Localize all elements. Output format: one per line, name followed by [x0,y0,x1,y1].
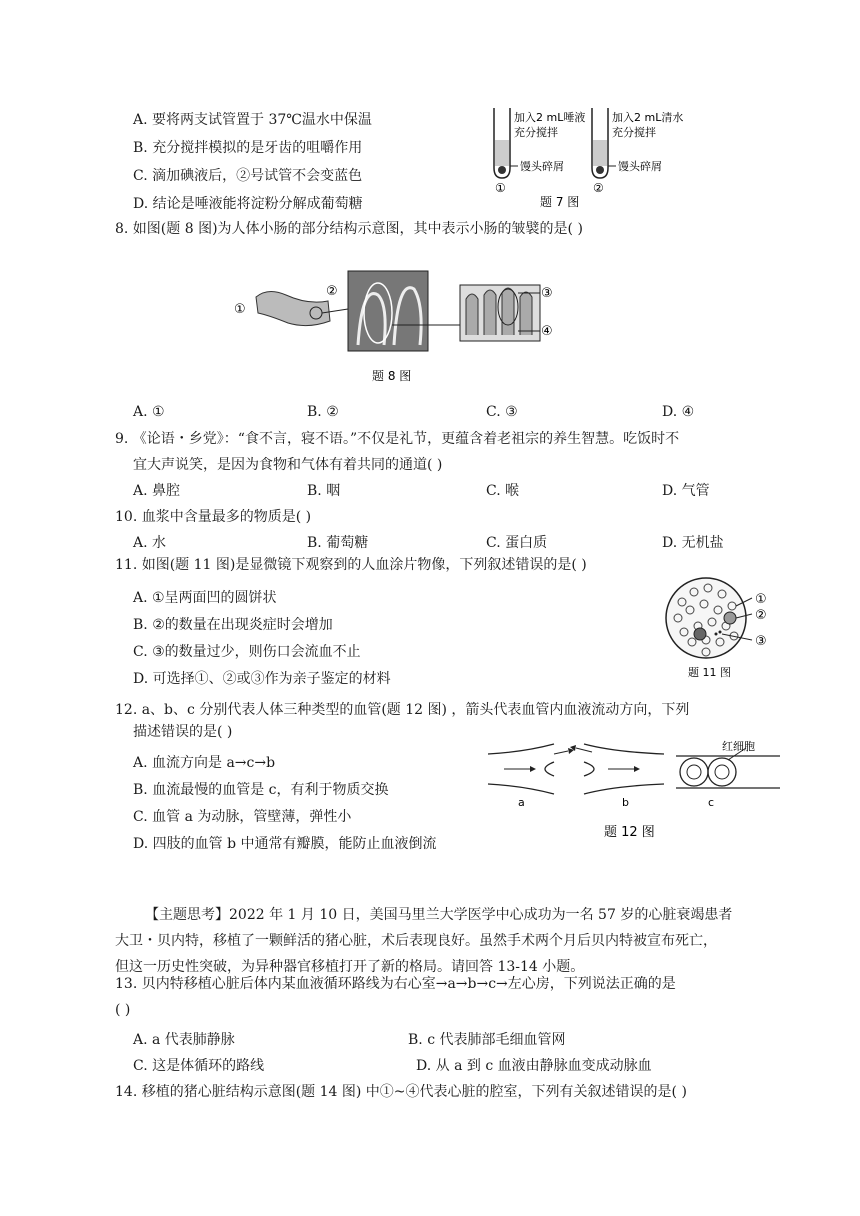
q7-tube2-bread-label: 馒头碎屑 [618,160,662,173]
q9-option-c: C. 喉 [486,483,520,499]
q7-tube2-number: ② [593,181,604,195]
q7-tube1-label1: 加入2 mL唾液 [514,111,586,124]
q12-option-a: A. 血流方向是 a→c→b [133,755,276,771]
q11-option-c: C. ③的数量过少，则伤口会流血不止 [133,644,361,660]
q12-rbc-label: 红细胞 [722,740,755,753]
q7-tube1-number: ① [495,181,506,195]
q9-option-b: B. 咽 [307,483,341,499]
q10-option-c: C. 蛋白质 [486,535,548,551]
q11-marker-3: ③ [755,634,767,649]
q7-tube1-label2: 充分搅拌 [514,126,558,139]
q8-marker-3: ③ [541,286,553,301]
q13-stem-line1: 13. 贝内特移植心脏后体内某血液循环路线为右心室→a→b→c→左心房，下列说法正确的是 [115,976,676,992]
q8-small-intestine-figure [228,265,568,390]
q13-option-a: A. a 代表肺静脉 [133,1032,235,1048]
q12-vessel-b-label: b [622,796,629,809]
q7-test-tube-figure [482,100,712,208]
q10-stem: 10. 血浆中含量最多的物质是( ) [115,509,312,525]
q7-option-a: A. 要将两支试管置于 37℃温水中保温 [133,112,372,128]
q9-option-d: D. 气管 [662,483,710,499]
q11-stem: 11. 如图(题 11 图)是显微镜下观察到的人血涂片物像，下列叙述错误的是( ) [115,557,587,573]
q8-marker-2: ② [326,284,338,299]
q12-blood-vessels-figure [484,734,784,844]
q8-option-d: D. ④ [662,404,695,420]
q13-option-d: D. 从 a 到 c 血液由静脉血变成动脉血 [416,1058,652,1074]
q13-option-c: C. 这是体循环的路线 [133,1058,265,1074]
q12-stem-line1: 12. a、b、c 分别代表人体三种类型的血管(题 12 图) ，箭头代表血管内血液流动方向，下列 [115,702,690,718]
q9-stem-line1: 9. 《论语・乡党》：“食不言，寝不语。”不仅是礼节，更蕴含着老祖宗的养生智慧。吃饭时不 [115,431,680,447]
theme-line1: 【主题思考】2022 年 1 月 10 日，美国马里兰大学医学中心成功为一名 57 岁的心脏衰竭患者 [145,907,733,923]
q7-option-c: C. 滴加碘液后，②号试管不会变蓝色 [133,168,363,184]
q7-tube2-label1: 加入2 mL清水 [612,111,684,124]
q10-option-a: A. 水 [133,535,167,551]
q11-marker-2: ② [755,608,767,623]
q7-option-d: D. 结论是唾液能将淀粉分解成葡萄糖 [133,196,363,212]
q8-figure-caption: 题 8 图 [372,369,412,383]
q10-option-b: B. 葡萄糖 [307,535,369,551]
q11-option-a: A. ①呈两面凹的圆饼状 [133,590,277,606]
q7-tube2-label2: 充分搅拌 [612,126,656,139]
q7-option-b: B. 充分搅拌模拟的是牙齿的咀嚼作用 [133,140,363,156]
q13-stem-line2: ( ) [115,1002,131,1018]
q8-marker-1: ① [234,302,246,317]
q11-option-b: B. ②的数量在出现炎症时会增加 [133,617,333,633]
q11-option-d: D. 可选择①、②或③作为亲子鉴定的材料 [133,671,391,687]
q8-marker-4: ④ [541,324,553,339]
q12-option-c: C. 血管 a 为动脉，管壁薄，弹性小 [133,809,352,825]
q8-option-c: C. ③ [486,404,518,420]
q13-option-b: B. c 代表肺部毛细血管网 [408,1032,566,1048]
q8-option-b: B. ② [307,404,339,420]
q8-option-a: A. ① [133,404,165,420]
q11-blood-smear-figure [660,574,780,684]
q12-figure-caption: 题 12 图 [604,825,655,840]
q10-option-d: D. 无机盐 [662,535,724,551]
q9-stem-line2: 宜大声说笑，是因为食物和气体有着共同的通道( ) [133,457,443,473]
q12-vessel-c-label: c [708,796,715,809]
q11-marker-1: ① [755,592,767,607]
q12-option-b: B. 血流最慢的血管是 c，有利于物质交换 [133,782,389,798]
q8-stem: 8. 如图(题 8 图)为人体小肠的部分结构示意图，其中表示小肠的皱襞的是( ) [115,221,583,237]
q12-option-d: D. 四肢的血管 b 中通常有瓣膜，能防止血液倒流 [133,836,437,852]
q14-stem: 14. 移植的猪心脏结构示意图(题 14 图) 中①~④代表心脏的腔室，下列有关叙述错误的是( ) [115,1084,687,1100]
theme-line3: 但这一历史性突破，为异种器官移植打开了新的格局。请回答 13-14 小题。 [115,959,585,975]
q7-figure-caption: 题 7 图 [540,195,580,208]
theme-line2: 大卫・贝内特，移植了一颗鲜活的猪心脏，术后表现良好。虽然手术两个月后贝内特被宣布死亡， [115,933,717,949]
q9-option-a: A. 鼻腔 [133,483,181,499]
q11-figure-caption: 题 11 图 [688,666,731,679]
q12-stem-line2: 描述错误的是( ) [133,724,233,740]
q12-vessel-a-label: a [518,796,525,809]
q7-tube1-bread-label: 馒头碎屑 [520,160,564,173]
